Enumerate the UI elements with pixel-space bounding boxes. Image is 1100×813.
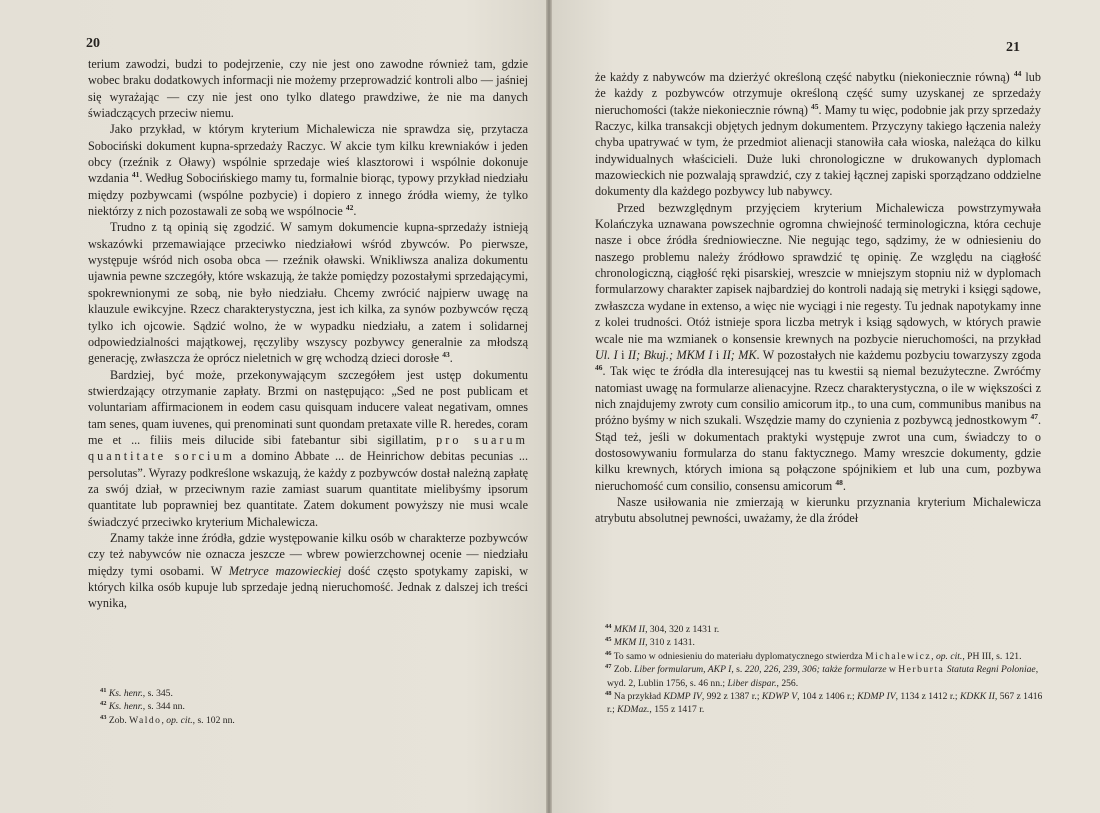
footnote-text: Ks. henr., s. 344 nn.	[108, 701, 185, 713]
paragraph: Jako przykład, w którym kryterium Michalewicza nie sprawdza się, przytacza Sobociński dokument kupna-sprzedaży Raczyc. W akcie tym kilku krewniaków i jeden obcy (rzeźnik z Oławy) wspólnie sprzedaje wieś klasztorowi i wspólnie dokonuje wzdania $^{41}$. Według Sobocińskiego mamy tu, formalnie biorąc, typowy przykład niedziału między pozbywcami (wspólne pozbycie) i dopiero z innego źródła wiemy, że tylko niektórzy z nich pozostawali ze sobą we wspólnocie $^{42}$.	[88, 122, 528, 219]
footnote-number: 44	[605, 622, 612, 630]
page-number: 21	[1006, 40, 1020, 55]
footnote	[595, 690, 1045, 717]
footnote-text: MKM II, 304, 320 z 1431 r.	[613, 624, 720, 635]
left-page	[0, 0, 548, 813]
footnote	[90, 687, 520, 700]
paragraph: Trudno z tą opinią się zgodzić. W samym dokumencie kupna-sprzedaży istnieją wskazówki przemawiające przeciwko niedziałowi wśród zbywców. Po pierwsze, występuje wśród nich osoba obca — rzeźnik oławski. Wnikliwsza analiza dokumentu ujawnia pewne szczegóły, które wskazują, że także pomiędzy pozostałymi sprzedającymi, spokrewnionymi ze sobą, nie było niedziału. Chcemy zwrócić najpierw uwagę na klauzule ewikcyjne. Rzecz charakterystyczna, jest ich kilka, za synów pozbywców ręczą tylko ich ojcowie. Sądzić wolno, że w wypadku niedziału, a zatem i solidarnej odpowiedzialności majątkowej, ręczyliby wszyscy pozbywcy generalnie za młodszą generację, zwłaszcza że oprócz nieletnich w grę wchodzą dzieci dorosłe $^{43}$.	[88, 220, 528, 366]
footnote-text: MKM II, 310 z 1431.	[613, 637, 695, 649]
footnote	[90, 700, 520, 713]
footnote-number: 42	[100, 700, 107, 708]
footnote	[595, 663, 1045, 690]
footnote	[595, 650, 1045, 663]
footnote-number: 43	[100, 713, 107, 721]
footnote-number: 45	[605, 636, 612, 644]
paragraph: Nasze usiłowania nie zmierzają w kierunku przyznania kryterium Michalewicza atrybutu absolutnej pewności, uważamy, że dla źródeł	[595, 494, 1041, 526]
footnote-text: Ks. henr., s. 345.	[108, 688, 173, 699]
page-number: 20	[86, 36, 100, 51]
right-page	[548, 0, 1100, 813]
footnote-text: Na przykład KDMP IV, 992 z 1387 r.; KDWP V, 104 z 1406 r.; KDMP IV, 1134 z 1412 r.; KDKK II, 567 z 1416 r.; KDMaz., 155 z 1417 r.	[607, 691, 1043, 716]
footnote-text: Zob. Waldo, op. cit., s. 102 nn.	[106, 714, 235, 726]
footnote-number: 41	[100, 686, 107, 694]
footnote-number: 48	[605, 689, 612, 697]
book-gutter	[546, 0, 552, 813]
footnotes	[90, 687, 520, 727]
paragraph: terium zawodzi, budzi to podejrzenie, czy nie jest ono zawodne również tam, gdzie wobec braku dodatkowych informacji nie możemy przeprowadzić kontroli albo — jaśniej się wyrażając — czy nie jest ono tylko dlatego prawdziwe, że nie ma danych świadczących przeciw niemu.	[88, 57, 528, 121]
paragraph: Bardziej, być może, przekonywającym szczegółem jest ustęp dokumentu stwierdzający otrzymanie zapłaty. Brzmi on następująco: „Sed ne post publicam et voluntariam affirmacionem in eodem casu quisquam inducere valeat negativam, omnes tam senes, quam iuvenes, qui prenominati sunt quondam pretaxate ville R. heredes, coram me et ... filiis meis dilucide sibi fatebantur sibi sigillatim, pro suarum quantitate sorcium a domino Abbate ... de Heinrichow debitas pecunias ... persolutas”. Wyrazy podkreślone wskazują, że każdy z pozbywców dostał należną zapłatę za swój dział, w przeciwnym razie zamiast suarum quantitate mielibyśmy ipsorum quantitate lub poprawniej bez quantitate. Zatem dokument powyższy nie musi wcale świadczyć przeciwko kryterium Michalewicza.	[88, 367, 528, 529]
footnote-text: Zob. Liber formularum, AKP I, s. 220, 226, 239, 306; także formularze w Herburta Statuta Regni Poloniae, wyd. 2, Lublin 1756, s. 46 nn.; Liber dispar., 256.	[607, 664, 1039, 689]
footnote	[595, 623, 1045, 636]
footnote	[90, 714, 520, 727]
footnotes	[595, 623, 1045, 717]
main-text	[595, 69, 1041, 527]
footnote	[595, 636, 1045, 649]
paragraph: że każdy z nabywców ma dzierżyć określoną część nabytku (niekoniecznie równą) $^{44}$ lub że każdy z pozbywców otrzymuje określoną część sumy uzyskanej ze sprzedaży nieruchomości (także niekoniecznie równą) $^{45}$. Mamy tu więc, podobnie jak przy sprzedaży Raczyc, kilka transakcji objętych jednym dokumentem. Przyczyny takiego łączenia należy chyba upatrywać w tym, że przedmiot alienacji stanowiła cała wioska, należąca do kilku indywidualnych właścicieli. Duże luki chronologiczne w drukowanych dyplomach mazowieckich nie pozwalają sprawdzić, czy z takiej łącznej zapiski sporządzano oddzielne dokumenty dla każdego pozbywcy lub nabywcy.	[595, 68, 1041, 199]
paragraph: Przed bezwzględnym przyjęciem kryterium Michalewicza powstrzymywała Kolańczyka uznawana powszechnie ogromna chwiejność terminologiczna, która cechuje nasze i obce źródła średniowieczne. Nie negując tego, sądzimy, że w odniesieniu do naszego problemu należy źródłowo sprawdzić tę opinię. Ze względu na ciągłość chronologiczną, ciągłość ręki pisarskiej, wreszcie w mniejszym stopniu niż w dyplomach formularzowy charakter zapisek najbardziej do kontroli nadają się metryki i księgi sądowe, zwłaszcza wydane in extenso, a więc nie wyciągi i nie regesty. Tu jednak napotykamy inne z kolei trudności. Otóż istnieje spora liczba metryk i ksiąg sądowych, w których prawie wcale nie ma wzmianek o konsensie krewnych na pozbycie nieruchomości, na przykład Ul. I i II; Bkuj.; MKM I i II; MK. W pozostałych nie każdemu pozbyciu towarzyszy zgoda $^{46}$. Tak więc te źródła dla interesującej nas tu kwestii są niemal bezużyteczne. Zwróćmy natomiast uwagę na formularze alienacyjne. Rzecz charakterystyczna, o ile w większości z nich znajdujemy zwroty cum consilio amicorum itp., to una cum, communibus manibus na próżno byśmy w nich szukali. Wszędzie mamy do czynienia z pozbywcą jednostkowym $^{47}$. Stąd też, jeśli w dokumentach praktyki występuje zwrot una cum, świadczy to o dostosowywaniu formularza do stanu faktycznego. Mamy wreszcie dokumenty, gdzie kilku krewnych, których imiona są połączone spójnikiem et lub una cum, pozbywa nieruchomość cum consilio, consensu amicorum $^{48}$.	[595, 200, 1042, 493]
footnote-number: 47	[605, 663, 612, 671]
paragraph: Znamy także inne źródła, gdzie występowanie kilku osób w charakterze pozbywców czy też nabywców nie oznacza jeszcze — wbrew powierzchownej ocenie — niedziału między tymi osobami. W Metryce mazowieckiej dość często spotykamy zapiski, w których kilka osób kupuje lub sprzedaje jedną nieruchomość. Jednak z dalszej ich treści wynika,	[88, 530, 528, 611]
footnote-text: To samo w odniesieniu do materiału dyplomatycznego stwierdza Michalewicz, op. cit., PH III, s. 121.	[611, 650, 1022, 662]
footnote-number: 46	[605, 649, 612, 657]
main-text	[88, 56, 528, 612]
